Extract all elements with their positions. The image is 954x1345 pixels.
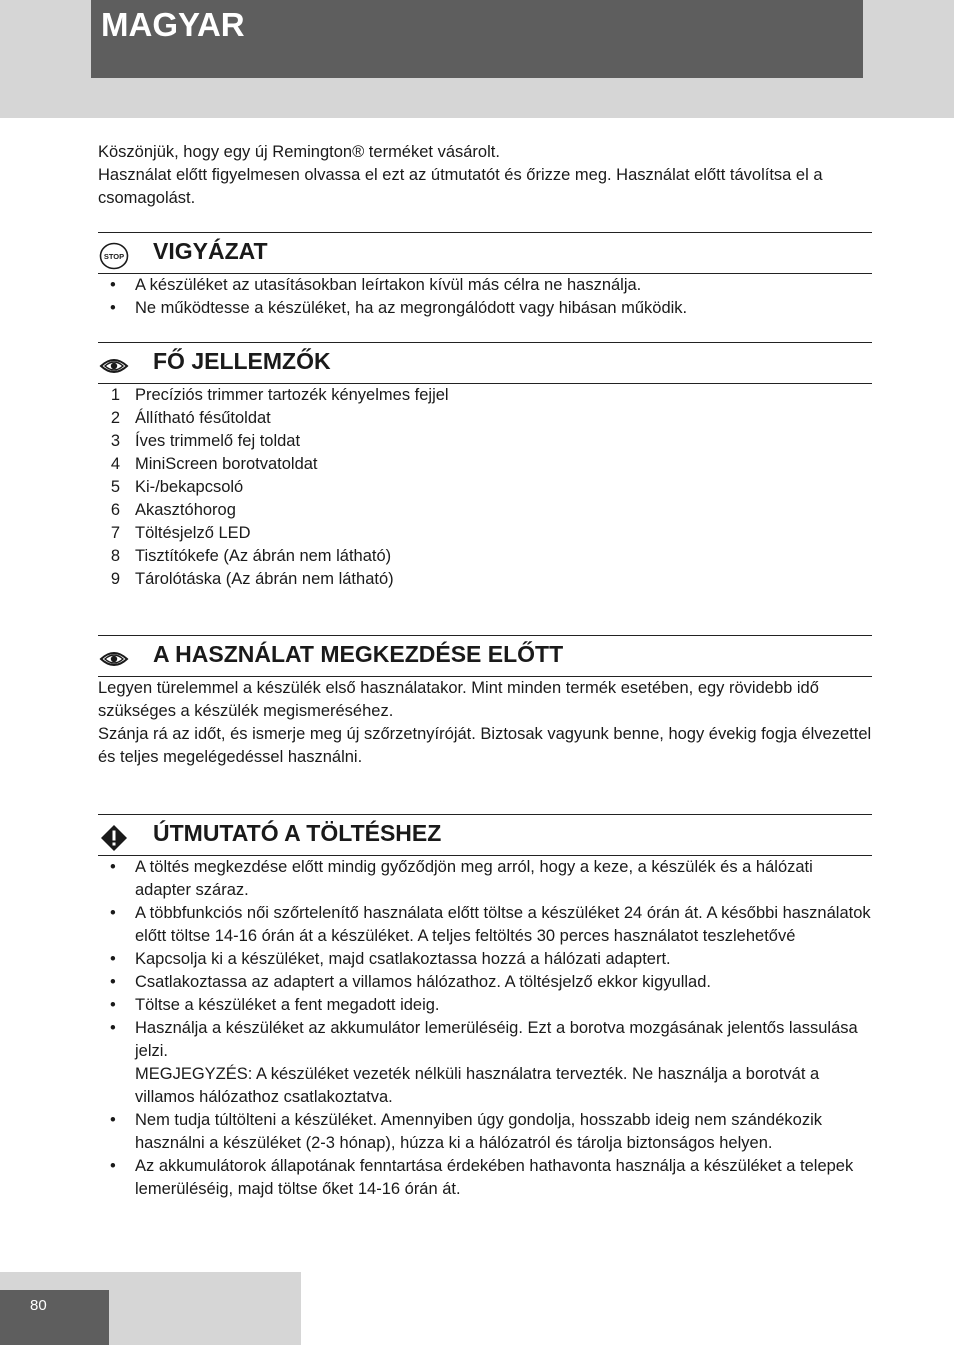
charging-list (98, 856, 872, 1063)
caution-title: VIGYÁZAT (153, 238, 268, 264)
features-title: FŐ JELLEMZŐK (153, 348, 331, 374)
list-item: • Használja a készüléket az akkumulátor lemerüléséig. Ezt a borotva mozgásának jelentős lassulása jelzi. (98, 1017, 872, 1063)
intro-line-2: Használat előtt figyelmesen olvassa el ezt az útmutatót és őrizze meg. Használat előtt távolítsa el a csomagolást. (98, 166, 823, 207)
list-item: 5 Ki-/bekapcsoló (110, 478, 244, 496)
list-item: • A készüléket az utasításokban leírtakon kívül más célra ne használja. (98, 274, 872, 297)
features-section (98, 342, 872, 591)
language-title-box (91, 0, 863, 78)
features-heading (98, 342, 872, 384)
before-use-paragraph-2: Szánja rá az időt, és ismerje meg új szőrzetnyíróját. Biztosak vagyunk benne, hogy évekig fogja élvezettel és teljes megelégedéssel használni. (98, 725, 872, 766)
svg-text:STOP: STOP (103, 252, 125, 261)
intro-line-1: Köszönjük, hogy egy új Remington® terméket vásárolt. (98, 143, 500, 161)
list-item: 4 MiniScreen borotvatoldat (110, 455, 318, 473)
before-use-section (98, 635, 872, 769)
list-item: • Töltse a készüléket a fent megadott ideig. (98, 994, 872, 1017)
list-item: • Nem tudja túltölteni a készüléket. Amennyiben úgy gondolja, hosszabb ideig nem szándékozik használni a készüléket (2-3 hónap), húzza ki a hálózatról és tárolja biztonságos helyen. (98, 1109, 872, 1155)
list-item: • A töltés megkezdése előtt mindig győződjön meg arról, hogy a keze, a készülék és a hálózati adapter száraz. (98, 856, 872, 902)
before-use-paragraph-1: Legyen türelemmel a készülék első használatakor. Mint minden termék esetében, egy rövidebb idő szükséges a készülék megismeréséhez. (98, 679, 819, 720)
page-number-box (0, 1290, 109, 1345)
list-item: 3 Íves trimmelő fej toldat (110, 432, 301, 450)
charging-list-continued (98, 1109, 872, 1201)
eye-icon (99, 352, 129, 380)
list-item: • A többfunkciós női szőrtelenítő használata előtt töltse a készüléket 24 órán át. A későbbi használatok előtt töltse 14-16 órán át a készüléket. A teljes feltöltés 30 perces használatot teszlehetővé (98, 902, 872, 948)
charging-heading (98, 814, 872, 856)
warning-icon (99, 824, 129, 852)
list-item: 8 Tisztítókefe (Az ábrán nem látható) (110, 547, 392, 565)
charging-note: MEGJEGYZÉS: A készüléket vezeték nélküli használatra tervezték. Ne használja a borotvát a villamos hálózathoz csatlakoztatva. (135, 1065, 820, 1106)
list-item: 2 Állítható fésűtoldat (110, 409, 271, 427)
list-item: • Az akkumulátorok állapotának fenntartása érdekében hathavonta használja a készüléket a telepek lemerüléséig, majd töltse őket 14-16 órán át. (98, 1155, 872, 1201)
page-title: MAGYAR (101, 6, 245, 43)
list-item: • Kapcsolja ki a készüléket, majd csatlakoztassa hozzá a hálózati adaptert. (98, 948, 872, 971)
list-item: 6 Akasztóhorog (110, 501, 236, 519)
caution-section (98, 232, 872, 320)
list-item: 1 Precíziós trimmer tartozék kényelmes fejjel (110, 386, 449, 404)
list-item: 9 Tárolótáska (Az ábrán nem látható) (110, 570, 394, 588)
list-item: 7 Töltésjelző LED (110, 524, 251, 542)
charging-section (98, 814, 872, 1201)
caution-heading (98, 232, 872, 274)
stop-icon (99, 242, 129, 270)
list-item: • Csatlakoztassa az adaptert a villamos hálózathoz. A töltésjelző ekkor kigyullad. (98, 971, 872, 994)
caution-list (98, 274, 872, 320)
main-content (98, 141, 872, 1201)
features-list (98, 384, 872, 591)
before-use-title: A HASZNÁLAT MEGKEZDÉSE ELŐTT (153, 641, 564, 667)
before-use-heading (98, 635, 872, 677)
charging-title: ÚTMUTATÓ A TÖLTÉSHEZ (153, 820, 442, 846)
intro (98, 141, 872, 210)
eye-icon (99, 645, 129, 673)
list-item: • Ne működtesse a készüléket, ha az megrongálódott vagy hibásan működik. (98, 297, 872, 320)
page-number: 80 (30, 1297, 47, 1314)
